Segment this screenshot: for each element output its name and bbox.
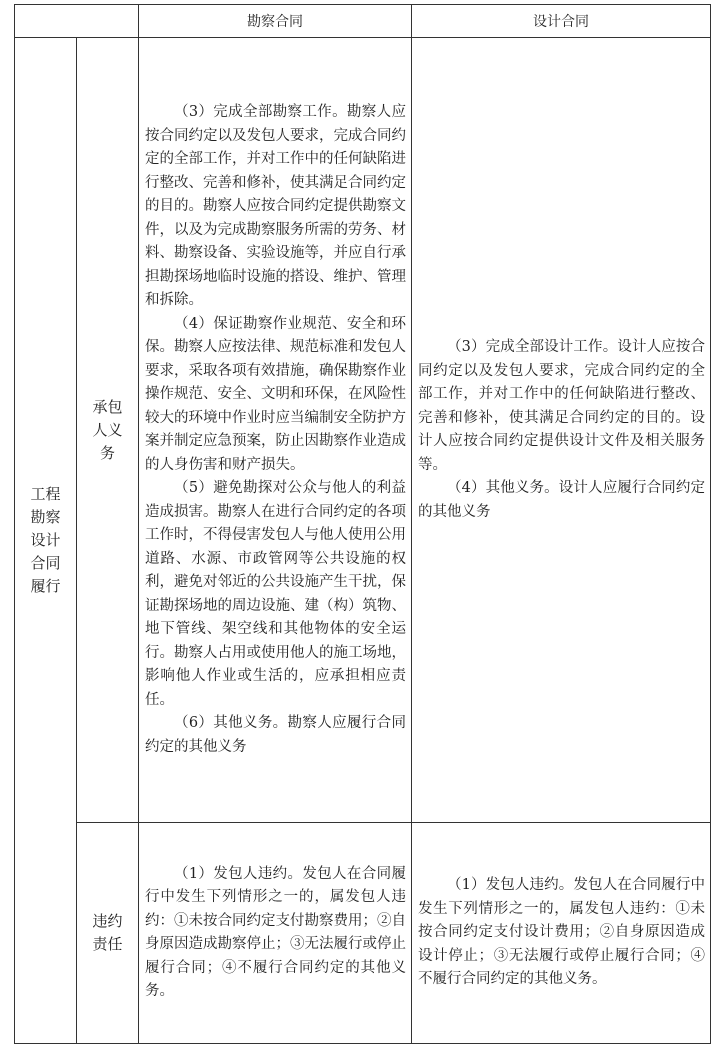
survey-obligation-5: （5）避免勘探对公众与他人的利益造成损害。勘察人在进行合同约定的各项工作时，不得侵害发包人与他人使用公用道路、水源、市政管网等公共设施的权利，避免对邻近的公共设施产生干扰，保证勘探场地的周边设施、建（构）筑物、地下管线、架空线和其他物体的安全运行。勘察人占用或使用他人的施工场地，影响他人作业或生活的，应承担相应责任。 [145,480,406,708]
breach-liability-label-cell [77,823,139,1044]
breach-liability-row [15,823,711,1044]
header-row [15,5,711,38]
contractor-obligations-label-cell [77,38,139,823]
survey-obligation-6: （6）其他义务。勘察人应履行合同约定的其他义务 [145,715,406,755]
design-breach-cell [412,823,711,1044]
design-obligation-3: （3）完成全部设计工作。设计人应按合同约定以及发包人要求，完成合同约定的全部工作，并对工作中的任何缺陷进行整改、完善和修补，使其满足合同约定的目的。设计人应按合同约定提供设计文件及相关服务等。 [418,339,705,473]
header-blank-cell [15,5,139,38]
category-label: 工程勘察设计合同履行 [30,485,61,595]
survey-breach-cell [139,823,412,1044]
contractor-obligations-row [15,38,711,823]
design-obligations-cell [412,38,711,823]
design-obligation-4: （4）其他义务。设计人应履行合同约定的其他义务 [418,480,705,520]
breach-liability-label: 违约责任 [92,912,123,953]
survey-obligation-4: （4）保证勘察作业规范、安全和环保。勘察人应按法律、规范标准和发包人要求，采取各项有效措施，确保勘察作业操作规范、安全、文明和环保，在风险性较大的环境中作业时应当编制安全防护方案并制定应急预案，防止因勘察作业造成的人身伤害和财产损失。 [145,315,406,473]
contract-comparison-table [14,4,711,1044]
contractor-obligations-label: 承包人义务 [92,397,123,462]
category-cell [15,38,77,1044]
header-survey-contract: 勘察合同 [139,5,412,38]
header-design-contract: 设计合同 [412,5,711,38]
survey-obligation-3: （3）完成全部勘察工作。勘察人应按合同约定以及发包人要求，完成合同约定的全部工作，并对工作中的任何缺陷进行整改、完善和修补，使其满足合同约定的目的。勘察人应按合同约定提供勘察文件，以及为完成勘察服务所需的劳务、材料、勘察设备、实验设施等，并应自行承担勘探场地临时设施的搭设、维护、管理和拆除。 [145,104,406,308]
design-breach-1: （1）发包人违约。发包人在合同履行中发生下列情形之一的，属发包人违约：①未按合同约定支付设计费用；②自身原因造成设计停止；③无法履行或停止履行合同；④不履行合同约定的其他义务。 [418,877,705,988]
survey-breach-1: （1）发包人违约。发包人在合同履行中发生下列情形之一的，属发包人违约：①未按合同约定支付勘察费用；②自身原因造成勘察停止；③无法履行或停止履行合同；④不履行合同约定的其他义务。 [145,865,406,999]
survey-obligations-cell [139,38,412,823]
